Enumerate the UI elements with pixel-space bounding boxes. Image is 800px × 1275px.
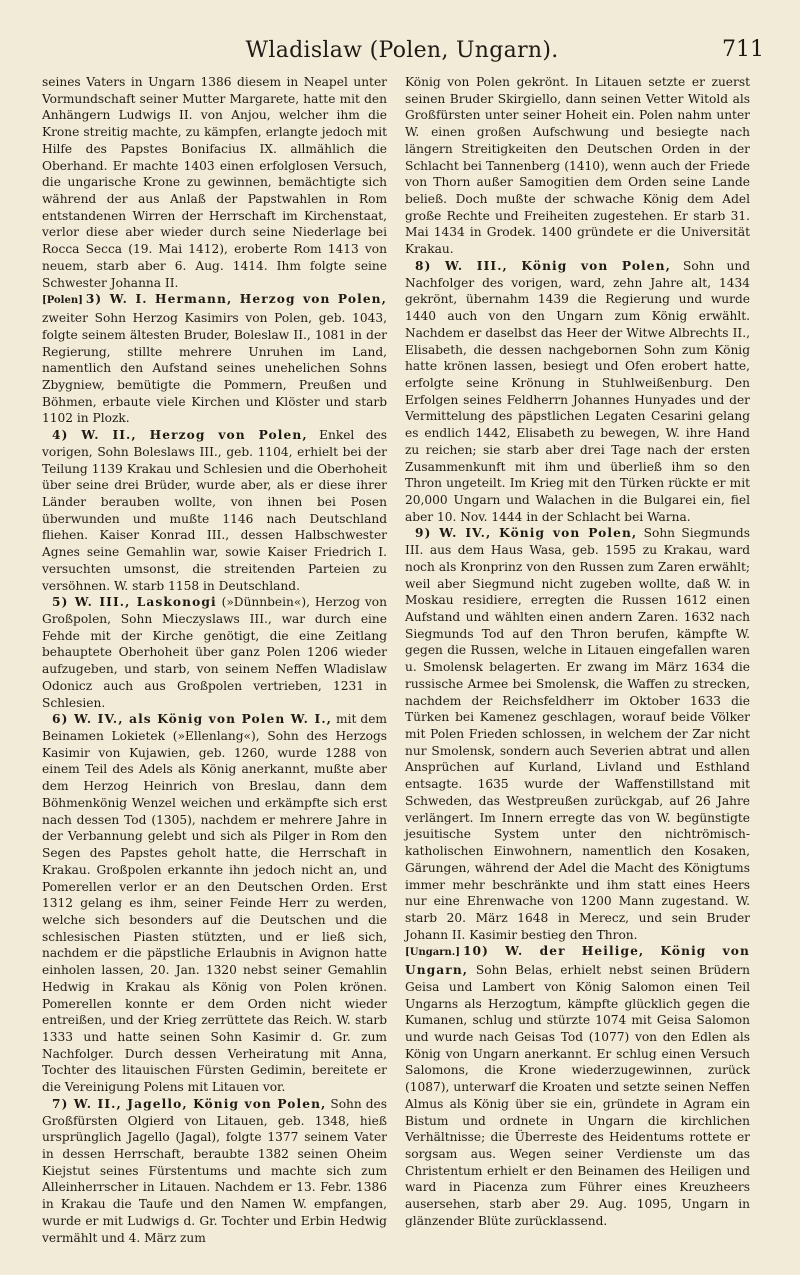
entry-text: Sohn Belas, erhielt nebst seinen Brüdern Geisa und Lambert von König Salomon einen Teil Ungarns als Herzogtum, kämpfte glücklich gegen die Kumanen, schlug und stürzte 1074 mit Geisa Salomon und wurde nach Geisas Tod (1077) von den Edlen als König von Ungarn anerkannt. Er schlug einen Versuch Salomons, die Krone wiederzugewinnen, zurück (1087), unterwarf die Kroaten und setzte seinen Neffen Almus als König über sie ein, gründete in Agram ein Bistum und ordnete in Ungarn die kirchlichen Verhältnisse; die Überreste des Heidentums rottete er sorgsam aus. Wegen seiner Verdienste um das Christentum erhielt er den Beinamen des Heiligen und ward in Piacenza zum Führer eines Kreuzheers ausersehen, starb aber 29. Aug. 1095, Ungarn in glänzender Blüte zurücklassend.: [405, 963, 750, 1228]
entry-text: Sohn Siegmunds III. aus dem Haus Wasa, geb. 1595 zu Krakau, ward noch als Kronprinz von den Russen zum Zaren erwählt; weil aber Siegmund nicht zugeben wollte, daß W. in Moskau residiere, erregten die Russen 1612 einen Aufstand und wählten einen andern Zaren. 1632 nach Siegmunds Tod auf den Thron berufen, kämpfte W. gegen die Russen, welche in Litauen eingefallen waren u. Smolensk belagerten. Er zwang im März 1634 die russische Armee bei Smolensk, die Waffen zu strecken, nachdem der Reichsfeldherr im Oktober 1633 die Türken bei Kamenez geschlagen, worauf beide Völker mit Polen Frieden schlossen, in welchem der Zar nicht nur Smolensk, sondern auch Severien abtrat und allen Ansprüchen auf Kurland, Livland und Esthland entsagte. 1635 wurde der Waffenstillstand mit Schweden, das Westpreußen zurückgab, auf 26 Jahre verlängert. Im Innern erregte das von W. begünstigte jesuitische System unter den nichtrömisch-katholischen Einwohnern, namentlich den Kosaken, Gärungen, während der Adel die Macht des Königtums immer mehr beschränkte und ihm statt eines Heers nur eine Ehrenwache von 1200 Mann zugestand. W. starb 20. März 1648 in Merecz, und sein Bruder Johann II. Kasimir bestieg den Thron.: [405, 526, 750, 942]
entry-5: [42, 594, 387, 711]
entry-text: (»Dünnbein«), Herzog von Großpolen, Sohn Mieczyslaws III., war durch eine Fehde mit der Kirche genötigt, die eine Zeitlang behauptete Oberhoheit über ganz Polen 1206 wieder aufzugeben, und starb, von seinem Neffen Wladislaw Odonicz auch aus Großpolen vertrieben, 1231 in Schlesien.: [42, 595, 387, 710]
entry-9: [405, 525, 750, 943]
entry-text: König von Polen gekrönt. In Litauen setzte er zuerst seinen Bruder Skirgiello, dann seinen Vetter Witold als Großfürsten unter seiner Hoheit ein. Polen nahm unter W. einen großen Aufschwung und besiegte nach längern Streitigkeiten den Deutschen Orden in der Schlacht bei Tannenberg (1410), wenn auch der Friede von Thorn außer Samogitien dem Orden seine Lande beließ. Doch mußte der schwache König dem Adel große Rechte und Freiheiten zugestehen. Er starb 31. Mai 1434 in Grodek. 1400 gründete er die Universität Krakau.: [405, 75, 750, 257]
entry-continuation: [405, 74, 750, 258]
entry-text: seines Vaters in Ungarn 1386 diesem in Neapel unter Vormundschaft seiner Mutter Margarete, hatte mit den Anhängern Ludwigs II. von Anjou, welcher ihm die Krone streitig machte, zu kämpfen, erlangte jedoch mit Hilfe des Papstes Bonifacius IX. allmählich die Oberhand. Er machte 1403 einen erfolglosen Versuch, die ungarische Krone zu gewinnen, bemächtigte sich während der aus Anlaß der Papstwahlen in Rom entstandenen Wirren der Herrschaft im Kirchenstaat, verlor diese aber wieder durch seine Niederlage bei Rocca Secca (19. Mai 1412), eroberte Rom 1413 von neuem, starb aber 6. Aug. 1414. Ihm folgte seine Schwester Johanna II.: [42, 75, 387, 290]
entry-8: [405, 258, 750, 526]
entry-7: [42, 1096, 387, 1246]
entry-10: [405, 943, 750, 1229]
entry-3: [42, 291, 387, 427]
entry-lead: 4) W. II., Herzog von Polen,: [52, 428, 308, 443]
running-head: Wladislaw (Polen, Ungarn).: [245, 38, 559, 63]
entry-4: [42, 427, 387, 594]
entry-lead: 6) W. IV., als König von Polen W. I.,: [52, 712, 333, 727]
page-number: 711: [722, 37, 764, 62]
entry-text: Enkel des vorigen, Sohn Boleslaws III., geb. 1104, erhielt bei der Teilung 1139 Krakau und Schlesien und die Oberhoheit über seine drei Brüder, wurde aber, als er diese ihrer Länder berauben wollte, von ihnen bei Posen überwunden und mußte 1146 nach Deutschland fliehen. Kaiser Konrad III., dessen Halbschwester Agnes seine Gemahlin war, sowie Kaiser Friedrich I. versuchten umsonst, die streitenden Parteien zu versöhnen. W. starb 1158 in Deutschland.: [42, 428, 387, 593]
entry-lead: 7) W. II., Jagello, König von Polen,: [52, 1096, 327, 1111]
entry-continuation: [42, 74, 387, 291]
entry-text: Sohn und Nachfolger des vorigen, ward, zehn Jahre alt, 1434 gekrönt, übernahm 1439 die Regierung und wurde 1440 auch von den Ungarn zum König erwählt. Nachdem er daselbst das Heer der Witwe Albrechts II., Elisabeth, die dessen nachgebornen Sohn zum König hatte krönen lassen, besiegt und Ofen erobert hatte, erfolgte seine Krönung in Stuhlweißenburg. Den Erfolgen seines Feldherrn Johannes Hunyades und der Vermittelung des päpstlichen Legaten Cesarini gelang es endlich 1442, Elisabeth zu bewegen, W. ihre Hand zu reichen; sie starb aber drei Tage nach der ersten Zusammenkunft mit ihm und überließ ihm so den Thron ungeteilt. Im Krieg mit den Türken rückte er mit 20,000 Ungarn und Walachen in die Bulgarei ein, fiel aber 10. Nov. 1444 in der Schlacht bei Warna.: [405, 258, 750, 524]
right-column: [405, 74, 750, 1230]
page-header: [40, 30, 764, 70]
left-column: [42, 74, 387, 1246]
section-tag: [Polen]: [42, 295, 83, 307]
entry-lead: 8) W. III., König von Polen,: [415, 258, 671, 273]
entry-text: Sohn des Großfürsten Olgierd von Litauen, geb. 1348, hieß ursprünglich Jagello (Jagal), folgte 1377 seinem Vater in dessen Herrschaft, beraubte 1382 seinen Oheim Kiejstut seines Fürstentums und machte sich zum Alleinherrscher in Litauen. Nachdem er 13. Febr. 1386 in Krakau die Taufe und den Namen W. empfangen, wurde er mit Ludwigs d. Gr. Tochter und Erbin Hedwig vermählt und 4. März zum: [42, 1096, 387, 1245]
entry-lead: 3) W. I. Hermann, Herzog von Polen,: [85, 292, 387, 307]
entry-lead: 10) W. der Heilige, König von Ungarn,: [405, 944, 750, 978]
entry-lead: 9) W. IV., König von Polen,: [415, 526, 638, 541]
entry-text: zweiter Sohn Herzog Kasimirs von Polen, geb. 1043, folgte seinem ältesten Bruder, Boleslaw II., 1081 in der Regierung, stillte mehrere Unruhen im Land, namentlich den Aufstand seines unehelichen Sohns Zbygniew, bemütigte die Pommern, Preußen und Böhmen, erbaute viele Kirchen und Klöster und starb 1102 in Plozk.: [42, 311, 387, 426]
entry-text: mit dem Beinamen Lokietek (»Ellenlang«), Sohn des Herzogs Kasimir von Kujawien, geb. 1260, wurde 1288 von einem Teil des Adels als König anerkannt, mußte aber dem Herzog Heinrich von Breslau, dann dem Böhmenkönig Wenzel weichen und erkämpfte sich erst nach dessen Tod (1305), nachdem er mehrere Jahre in der Verbannung gelebt und sich als Pilger in Rom den Segen des Papstes geholt hatte, die Herrschaft in Krakau. Großpolen erkannte ihn jedoch nicht an, und Pomerellen verlor er an den Deutschen Orden. Erst 1312 gelang es ihm, seiner Feinde Herr zu werden, welche sich besonders auf die Deutschen und die schlesischen Piasten stützten, und er ließ sich, nachdem er die päpstliche Erlaubnis in Avignon hatte einholen lassen, 20. Jan. 1320 nebst seiner Gemahlin Hedwig in Krakau als König von Polen krönen. Pomerellen konnte er dem Orden nicht wieder entreißen, und der Krieg zerrüttete das Reich. W. starb 1333 und hatte seinen Sohn Kasimir d. Gr. zum Nachfolger. Durch dessen Verheiratung mit Anna, Tochter des litauischen Fürsten Gedimin, bereitete er die Vereinigung Polens mit Litauen vor.: [42, 712, 387, 1095]
entry-6: [42, 711, 387, 1096]
entry-lead: 5) W. III., Laskonogi: [52, 595, 217, 610]
section-tag: [Ungarn.]: [405, 947, 460, 959]
